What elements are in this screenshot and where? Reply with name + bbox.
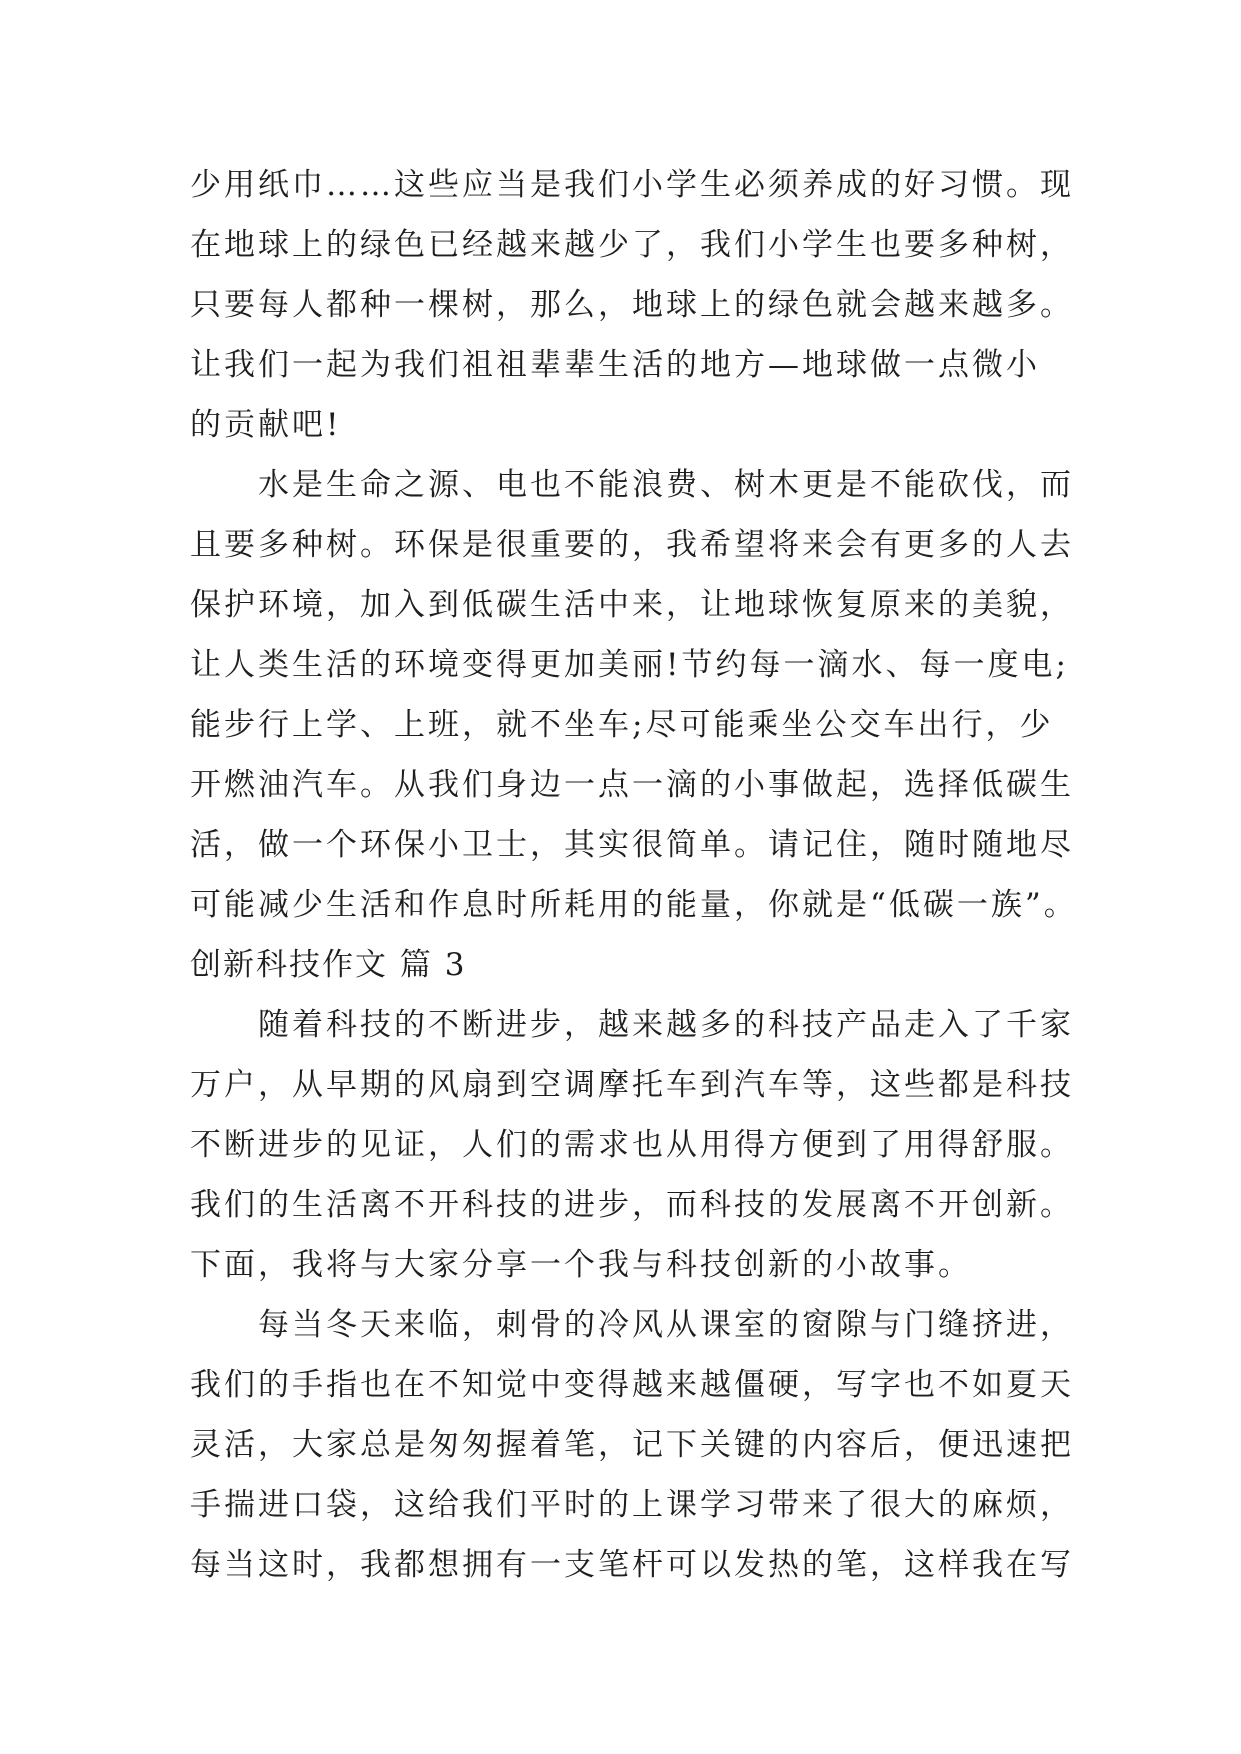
document-body [190, 155, 1078, 1595]
paragraph-4 [190, 1295, 1074, 1595]
text-line: 水是生命之源、电也不能浪费、树木更是不能砍伐，而 [190, 467, 1074, 503]
text-line: 可能减少生活和作息时所耗用的能量，你就是“低碳一族”。 [190, 887, 1078, 923]
text-line: 灵活，大家总是匆匆握着笔，记下关键的内容后，便迅速把 [190, 1427, 1074, 1463]
text-line: 万户，从早期的风扇到空调摩托车到汽车等，这些都是科技 [190, 1067, 1074, 1103]
text-line: 且要多种树。环保是很重要的，我希望将来会有更多的人去 [190, 527, 1074, 563]
text-line: 让人类生活的环境变得更加美丽!节约每一滴水、每一度电; [190, 647, 1069, 683]
text-line: 随着科技的不断进步，越来越多的科技产品走入了千家 [190, 1007, 1074, 1043]
text-line: 能步行上学、上班，就不坐车;尽可能乘坐公交车出行，少 [190, 707, 1054, 743]
text-line: 我们的生活离不开科技的进步，而科技的发展离不开创新。 [190, 1187, 1074, 1223]
text-line: 开燃油汽车。从我们身边一点一滴的小事做起，选择低碳生 [190, 767, 1074, 803]
text-line: 在地球上的绿色已经越来越少了，我们小学生也要多种树， [190, 227, 1074, 263]
section-heading [190, 935, 1070, 995]
paragraph-3 [190, 995, 1074, 1295]
text-line: 活，做一个环保小卫士，其实很简单。请记住，随时随地尽 [190, 827, 1074, 863]
paragraph-1 [190, 155, 1074, 455]
text-line: 每当冬天来临，刺骨的冷风从课室的窗隙与门缝挤进， [190, 1307, 1074, 1343]
text-line: 手揣进口袋，这给我们平时的上课学习带来了很大的麻烦， [190, 1487, 1074, 1523]
text-line: 的贡献吧! [190, 407, 342, 443]
text-line: 下面，我将与大家分享一个我与科技创新的小故事。 [190, 1247, 972, 1283]
text-line: 保护环境，加入到低碳生活中来，让地球恢复原来的美貌， [190, 587, 1074, 623]
text-line: 不断进步的见证，人们的需求也从用得方便到了用得舒服。 [190, 1127, 1074, 1163]
text-line: 我们的手指也在不知觉中变得越来越僵硬，写字也不如夏天 [190, 1367, 1074, 1403]
section-heading-text: 创新科技作文 篇 3 [190, 947, 467, 983]
text-line: 每当这时，我都想拥有一支笔杆可以发热的笔，这样我在写 [190, 1547, 1074, 1583]
text-line: 少用纸巾……这些应当是我们小学生必须养成的好习惯。现 [190, 167, 1074, 203]
text-line: 只要每人都种一棵树，那么，地球上的绿色就会越来越多。 [190, 287, 1074, 323]
text-line: 让我们一起为我们祖祖辈辈生活的地方—地球做一点微小 [190, 347, 1040, 383]
paragraph-2 [190, 455, 1078, 935]
